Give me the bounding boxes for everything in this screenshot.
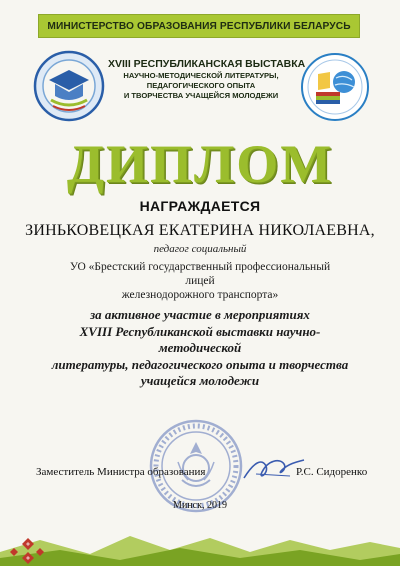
exhibition-title-line2: НАУЧНО-МЕТОДИЧЕСКОЙ ЛИТЕРАТУРЫ, xyxy=(123,71,279,80)
reason-line1: за активное участие в мероприятиях xyxy=(90,307,310,322)
exhibition-title xyxy=(108,58,306,101)
recipient-position: педагог социальный xyxy=(153,243,247,255)
exhibition-title-line1: XVIII РЕСПУБЛИКАНСКАЯ ВЫСТАВКА xyxy=(108,58,306,70)
awarded-label: НАГРАЖДАЕТСЯ xyxy=(139,198,261,214)
exhibition-title-line3: ПЕДАГОГИЧЕСКОГО ОПЫТА xyxy=(146,81,256,90)
signatory-title: Заместитель Министра образования xyxy=(36,466,206,478)
education-portal-logo-icon xyxy=(300,52,370,122)
exhibition-title-line4: И ТВОРЧЕСТВА УЧАЩЕЙСЯ МОЛОДЕЖИ xyxy=(123,91,279,100)
reason-line3: литературы, педагогического опыта и творчества xyxy=(51,356,349,372)
signatory-name: Р.С. Сидоренко xyxy=(296,466,368,478)
ministry-name: МИНИСТЕРСТВО ОБРАЗОВАНИЯ РЕСПУБЛИКИ БЕЛАРУСЬ xyxy=(47,20,351,32)
recipient-name: ЗИНЬКОВЕЦКАЯ ЕКАТЕРИНА НИКОЛАЕВНА, xyxy=(25,222,375,239)
reason-line4: учащейся молодежи xyxy=(140,373,260,388)
folk-ornament-icon xyxy=(0,510,400,566)
ministry-banner xyxy=(38,14,360,38)
diploma-heading: ДИПЛОМ xyxy=(66,134,334,194)
exhibition-emblem-icon xyxy=(33,50,105,122)
recipient-organization xyxy=(60,260,340,302)
award-reason xyxy=(44,307,356,390)
reason-line2: XVIII Республиканской выставки научно-методической xyxy=(79,323,321,355)
place-and-date: Минск, 2019 xyxy=(173,500,227,511)
organization-line2: железнодорожного транспорта» xyxy=(121,289,279,301)
organization-line1: УО «Брестский государственный профессиональный лицей xyxy=(69,261,331,287)
